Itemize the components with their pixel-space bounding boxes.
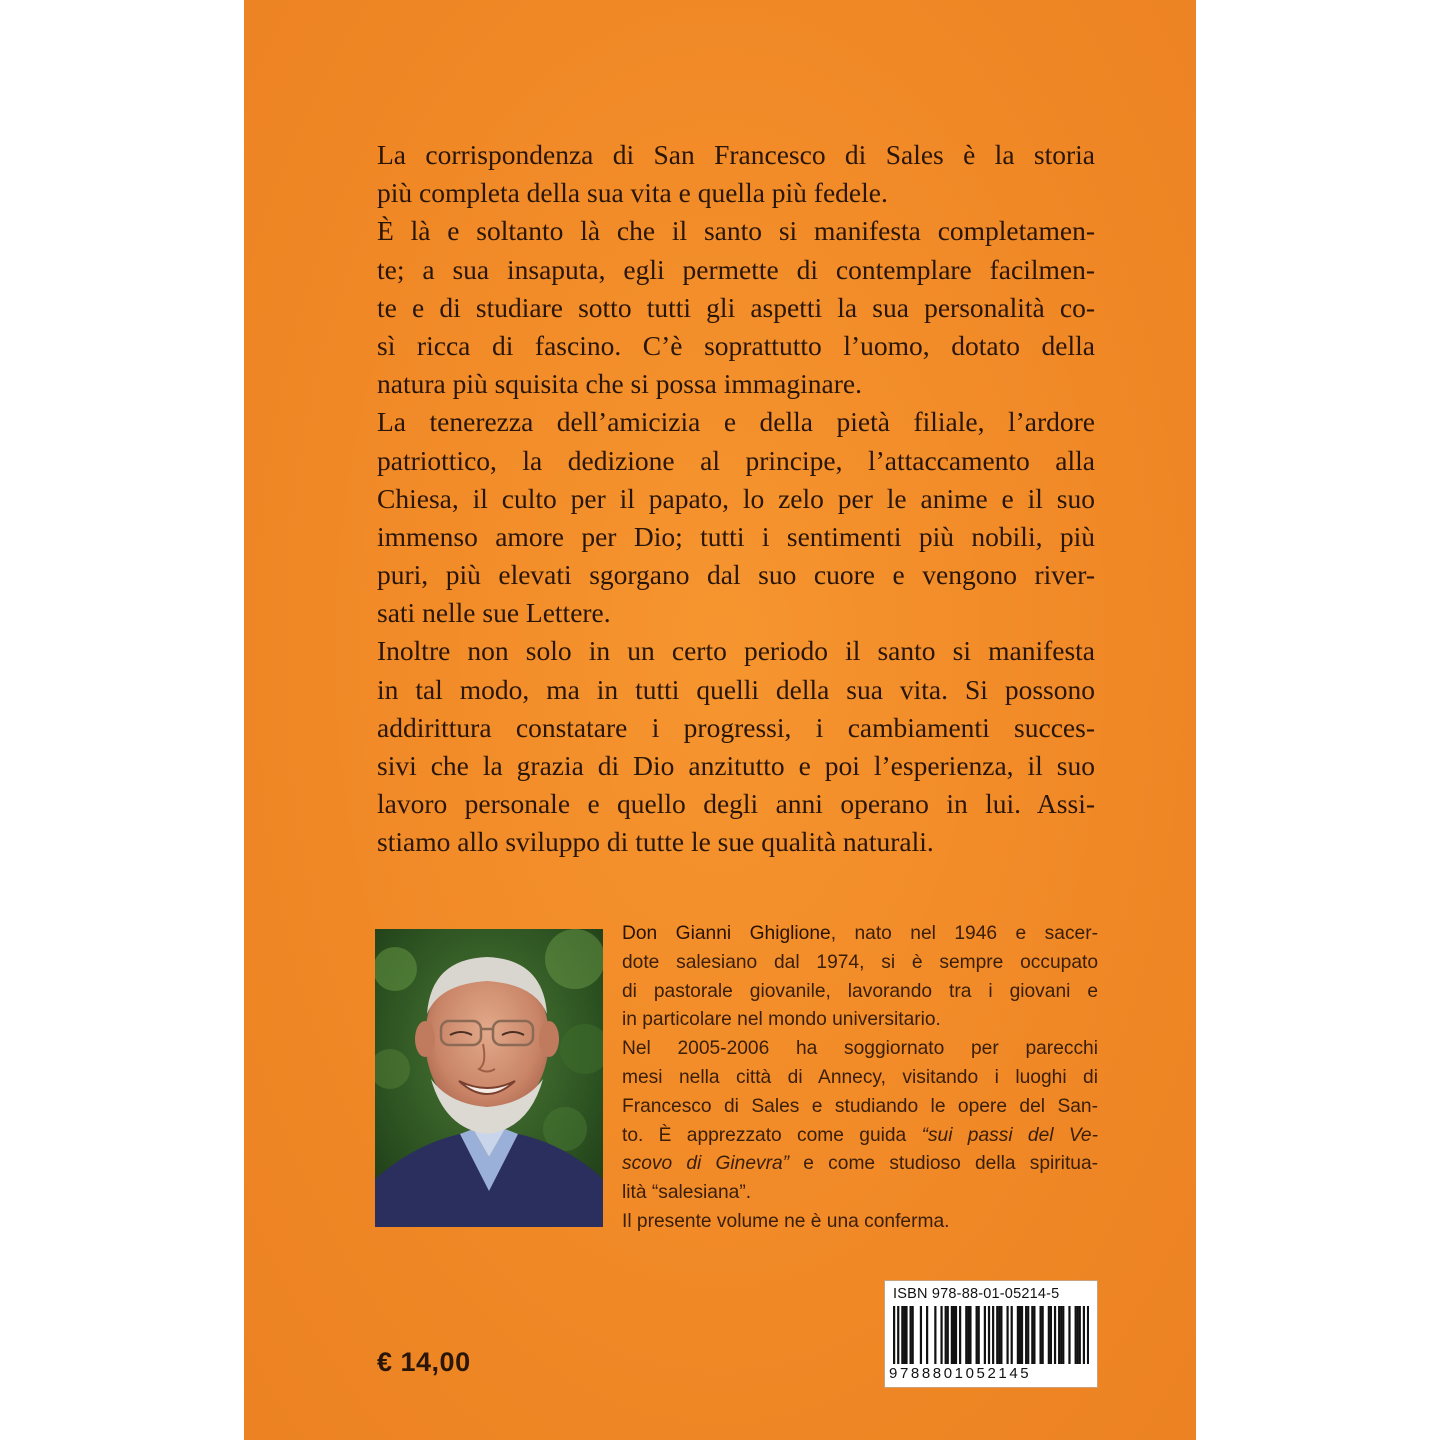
barcode-bar (1000, 1306, 1002, 1364)
barcode-bar (910, 1306, 912, 1364)
blurb-line: Inoltre non solo in un certo periodo il santo si manifesta (377, 635, 1095, 667)
bio-line: di pastorale giovanile, lavorando tra i giovani e (622, 980, 1098, 1002)
blurb-line: in tal modo, ma in tutti quelli della sua vita. Si possono (377, 673, 1095, 705)
blurb-line: addirittura constatare i progressi, i cambiamenti succes- (377, 711, 1095, 743)
barcode-bars (893, 1306, 1089, 1364)
barcode-bar (905, 1306, 907, 1364)
barcode-bar (976, 1306, 978, 1364)
blurb-line: stiamo allo sviluppo di tutte le sue qualità naturali. (377, 826, 934, 858)
bio-line: mesi nella città di Annecy, visitando i luoghi di (622, 1066, 1098, 1088)
blurb-line: natura più squisita che si possa immaginare. (377, 368, 862, 400)
isbn-barcode (884, 1280, 1098, 1388)
barcode-bar (1087, 1306, 1089, 1364)
barcode-bar (901, 1306, 903, 1364)
barcode-bar (988, 1306, 990, 1364)
barcode-bar (1079, 1306, 1081, 1364)
blurb-line: sì ricca di fascino. C’è soprattutto l’uomo, dotato della (377, 329, 1095, 361)
author-name: Don Gianni Ghiglione (622, 923, 831, 944)
barcode-bar (893, 1306, 895, 1364)
bio-line: Francesco di Sales e studiando le opere del San- (622, 1095, 1098, 1117)
barcode-bar (926, 1306, 928, 1364)
barcode-bar (1062, 1306, 1064, 1364)
barcode-bar (1050, 1306, 1052, 1364)
blurb-line: più completa della sua vita e quella più fedele. (377, 177, 888, 209)
barcode-bar (945, 1306, 947, 1364)
barcode-bar (1019, 1306, 1021, 1364)
barcode-bar (940, 1306, 942, 1364)
bio-line: scovo di Ginevra” e come studioso della spiritua- (622, 1153, 1099, 1175)
author-portrait-image (375, 929, 603, 1227)
ean-digits: 9788801052145 (889, 1365, 1032, 1382)
bio-line: to. È apprezzato come guida “sui passi del Ve- (622, 1124, 1098, 1146)
barcode-bar (967, 1306, 969, 1364)
barcode-bar (1077, 1306, 1079, 1364)
barcode-bar (1068, 1306, 1070, 1364)
barcode-bar (903, 1306, 905, 1364)
bio-line: Il presente volume ne è una conferma. (622, 1210, 950, 1232)
blurb-line: La tenerezza dell’amicizia e della pietà filiale, l’ardore (377, 406, 1095, 438)
barcode-bar (953, 1306, 955, 1364)
bio-line: Don Gianni Ghiglione, nato nel 1946 e sacer- (622, 923, 1098, 944)
barcode-bar (992, 1306, 994, 1364)
author-bio (622, 920, 1098, 1237)
barcode-bar (978, 1306, 980, 1364)
blurb-line: È là e soltanto là che il santo si manifesta completamen- (377, 215, 1095, 247)
price-label: € 14,00 (377, 1347, 471, 1377)
barcode-bar (1033, 1306, 1035, 1364)
barcode-bar (1042, 1306, 1044, 1364)
barcode-bar (955, 1306, 957, 1364)
barcode-bar (1083, 1306, 1085, 1364)
barcode-bar (1031, 1306, 1033, 1364)
barcode-bar (1006, 1306, 1008, 1364)
barcode-bar (947, 1306, 949, 1364)
barcode-bar (1025, 1306, 1027, 1364)
barcode-bar (965, 1306, 967, 1364)
barcode-bar (934, 1306, 936, 1364)
blurb-line: patriottico, la dedizione al principe, l’attaccamento alla (377, 444, 1095, 476)
bio-line: lità “salesiana”. (622, 1182, 752, 1204)
barcode-bar (984, 1306, 986, 1364)
barcode-bar (1054, 1306, 1056, 1364)
barcode-bar (996, 1306, 998, 1364)
bio-line: dote salesiano dal 1974, si è sempre occupato (622, 951, 1098, 973)
blurb-line: immenso amore per Dio; tutti i sentimenti più nobili, più (377, 520, 1095, 552)
blurb-line: La corrispondenza di San Francesco di Sales è la storia (377, 139, 1095, 170)
barcode-bar (1075, 1306, 1077, 1364)
barcode-bar (1039, 1306, 1041, 1364)
blurb-line: te e di studiare sotto tutti gli aspetti la sua personalità co- (377, 291, 1095, 323)
author-photo (375, 929, 603, 1227)
barcode-bar (920, 1306, 922, 1364)
blurb-text (377, 136, 1095, 862)
barcode-bar (1027, 1306, 1029, 1364)
barcode-bar (897, 1306, 899, 1364)
barcode-bar (1017, 1306, 1019, 1364)
isbn-label: ISBN 978-88-01-05214-5 (893, 1286, 1060, 1302)
blurb-line: sati nelle sue Lettere. (377, 597, 611, 629)
blurb-line: puri, più elevati sgorgano dal suo cuore e vengono river- (377, 559, 1095, 591)
barcode-bar (1048, 1306, 1050, 1364)
barcode-bar (1060, 1306, 1062, 1364)
blurb-line: te; a sua insaputa, egli permette di contemplare facilmen- (377, 253, 1095, 285)
blurb-line: Chiesa, il culto per il papato, lo zelo per le anime e il suo (377, 482, 1095, 514)
barcode-bar (998, 1306, 1000, 1364)
barcode-bar (969, 1306, 971, 1364)
blurb-line: lavoro personale e quello degli anni operano in lui. Assi- (377, 788, 1095, 820)
barcode-bar (912, 1306, 914, 1364)
bio-line: Nel 2005-2006 ha soggiornato per parecchi (622, 1038, 1098, 1060)
bio-line: in particolare nel mondo universitario. (622, 1009, 941, 1031)
barcode-bar (959, 1306, 961, 1364)
blurb-line: sivi che la grazia di Dio anzitutto e poi l’esperienza, il suo (377, 750, 1095, 781)
barcode-bar (1011, 1306, 1013, 1364)
barcode-bar (951, 1306, 953, 1364)
barcode-bar (1058, 1306, 1060, 1364)
barcode-bar (1021, 1306, 1023, 1364)
